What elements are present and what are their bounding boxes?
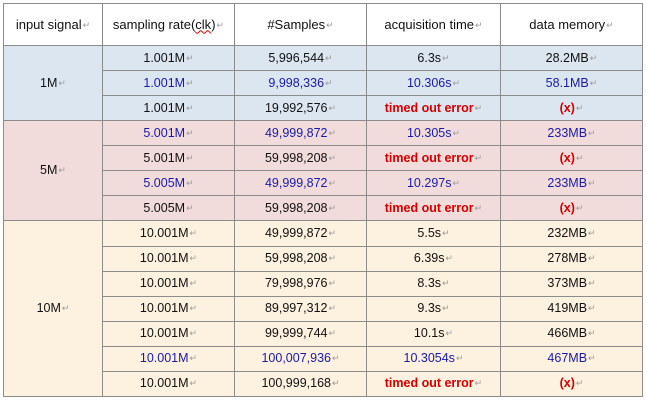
sampling-rate-cell: 1.001M↵ xyxy=(103,71,235,96)
samples-cell: 89,997,312↵ xyxy=(235,296,367,321)
samples-cell: 59,998,208↵ xyxy=(235,196,367,221)
acquisition-time-cell: 10.306s↵ xyxy=(367,71,501,96)
data-memory-cell: 233MB↵ xyxy=(501,171,643,196)
table-row xyxy=(4,221,643,246)
data-memory-cell: 466MB↵ xyxy=(501,321,643,346)
sampling-rate-cell: 5.001M↵ xyxy=(103,146,235,171)
sampling-rate-cell: 10.001M↵ xyxy=(103,321,235,346)
data-memory-cell: 373MB↵ xyxy=(501,271,643,296)
acquisition-time-cell: 10.297s↵ xyxy=(367,171,501,196)
sampling-rate-cell: 10.001M↵ xyxy=(103,371,235,396)
data-memory-cell: 232MB↵ xyxy=(501,221,643,246)
sampling-rate-cell: 5.005M↵ xyxy=(103,171,235,196)
sampling-rate-cell: 1.001M↵ xyxy=(103,96,235,121)
samples-cell: 49,999,872↵ xyxy=(235,171,367,196)
header-sampling-rate: sampling rate(clk)↵ xyxy=(103,4,235,46)
samples-cell: 79,998,976↵ xyxy=(235,271,367,296)
table-body xyxy=(4,46,643,397)
data-memory-cell: (x)↵ xyxy=(501,96,643,121)
table-row xyxy=(4,46,643,71)
table-row xyxy=(4,121,643,146)
data-memory-cell: (x)↵ xyxy=(501,371,643,396)
acquisition-time-cell: 10.3054s↵ xyxy=(367,346,501,371)
samples-cell: 99,999,744↵ xyxy=(235,321,367,346)
sampling-rate-cell: 10.001M↵ xyxy=(103,296,235,321)
acquisition-results-table xyxy=(3,3,643,397)
sampling-rate-cell: 10.001M↵ xyxy=(103,271,235,296)
header-data-memory: data memory↵ xyxy=(501,4,643,46)
acquisition-time-cell: timed out error↵ xyxy=(367,196,501,221)
header-acquisition-time: acquisition time↵ xyxy=(367,4,501,46)
data-memory-cell: 28.2MB↵ xyxy=(501,46,643,71)
data-memory-cell: 467MB↵ xyxy=(501,346,643,371)
samples-cell: 49,999,872↵ xyxy=(235,121,367,146)
input-signal-cell: 1M↵ xyxy=(4,46,103,121)
data-memory-cell: 278MB↵ xyxy=(501,246,643,271)
data-memory-cell: 419MB↵ xyxy=(501,296,643,321)
samples-cell: 5,996,544↵ xyxy=(235,46,367,71)
acquisition-time-cell: 10.305s↵ xyxy=(367,121,501,146)
samples-cell: 49,999,872↵ xyxy=(235,221,367,246)
sampling-rate-cell: 10.001M↵ xyxy=(103,346,235,371)
samples-cell: 59,998,208↵ xyxy=(235,246,367,271)
acquisition-time-cell: 10.1s↵ xyxy=(367,321,501,346)
acquisition-time-cell: 6.3s↵ xyxy=(367,46,501,71)
samples-cell: 100,007,936↵ xyxy=(235,346,367,371)
acquisition-time-cell: 8.3s↵ xyxy=(367,271,501,296)
data-memory-cell: 233MB↵ xyxy=(501,121,643,146)
acquisition-time-cell: 5.5s↵ xyxy=(367,221,501,246)
data-memory-cell: 58.1MB↵ xyxy=(501,71,643,96)
acquisition-time-cell: 6.39s↵ xyxy=(367,246,501,271)
header-input-signal: input signal↵ xyxy=(4,4,103,46)
input-signal-cell: 10M↵ xyxy=(4,221,103,397)
samples-cell: 100,999,168↵ xyxy=(235,371,367,396)
sampling-rate-cell: 5.001M↵ xyxy=(103,121,235,146)
samples-cell: 19,992,576↵ xyxy=(235,96,367,121)
acquisition-time-cell: 9.3s↵ xyxy=(367,296,501,321)
header-samples: #Samples↵ xyxy=(235,4,367,46)
sampling-rate-cell: 5.005M↵ xyxy=(103,196,235,221)
sampling-rate-cell: 10.001M↵ xyxy=(103,246,235,271)
acquisition-time-cell: timed out error↵ xyxy=(367,371,501,396)
samples-cell: 9,998,336↵ xyxy=(235,71,367,96)
samples-cell: 59,998,208↵ xyxy=(235,146,367,171)
acquisition-time-cell: timed out error↵ xyxy=(367,146,501,171)
acquisition-time-cell: timed out error↵ xyxy=(367,96,501,121)
sampling-rate-cell: 1.001M↵ xyxy=(103,46,235,71)
input-signal-cell: 5M↵ xyxy=(4,121,103,221)
header-row xyxy=(4,4,643,46)
data-memory-cell: (x)↵ xyxy=(501,146,643,171)
sampling-rate-cell: 10.001M↵ xyxy=(103,221,235,246)
data-memory-cell: (x)↵ xyxy=(501,196,643,221)
